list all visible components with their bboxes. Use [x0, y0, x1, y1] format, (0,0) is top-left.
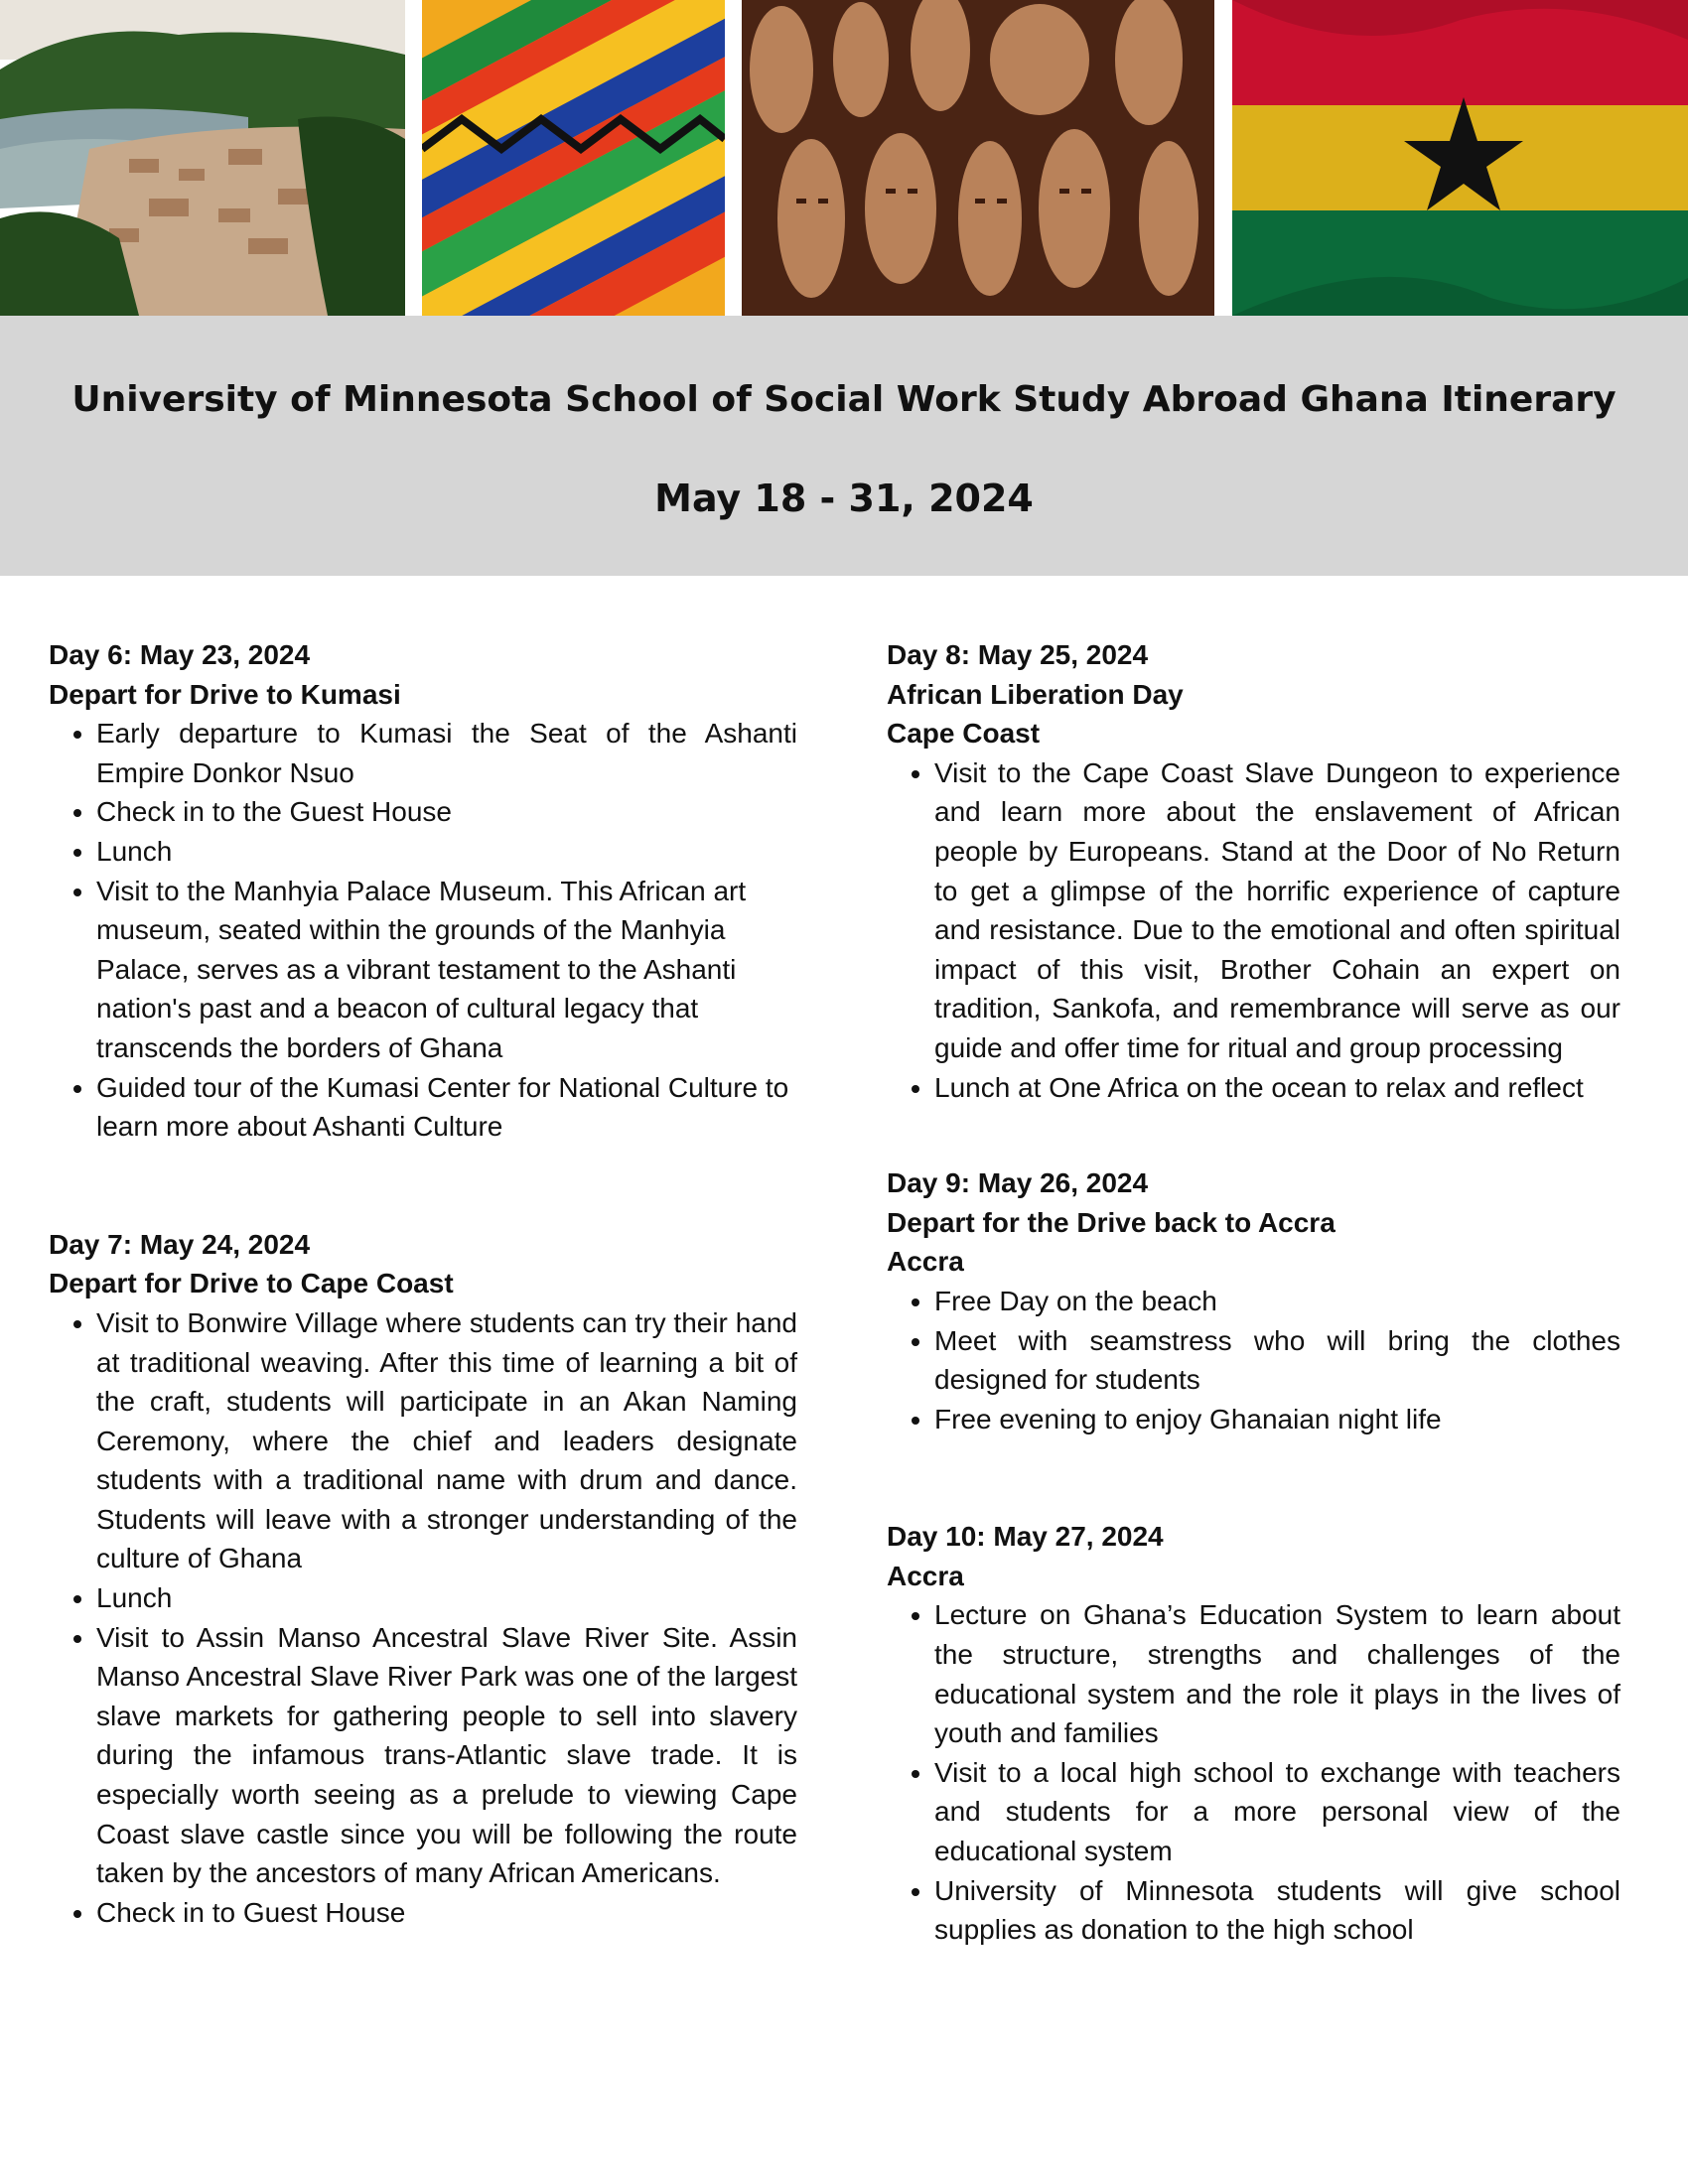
day-heading: Day 9: May 26, 2024 — [887, 1167, 1149, 1199]
kente-cloth-photo — [422, 0, 725, 316]
document-dates: May 18 - 31, 2024 — [654, 477, 1034, 520]
list-item: • Check in to Guest House — [96, 1893, 797, 1933]
list-item: • Check in to the Guest House — [96, 792, 797, 832]
day-heading: Day 8: May 25, 2024 — [887, 639, 1149, 670]
day-location: Accra — [887, 1246, 964, 1278]
day-heading: Day 6: May 23, 2024 — [49, 639, 311, 670]
day-location: Accra — [887, 1560, 964, 1591]
activity-list — [49, 714, 797, 1147]
title-band — [0, 316, 1688, 576]
list-item: • Visit to a local high school to exchange with teachers and students for a more personal view of the educational system — [934, 1753, 1620, 1871]
list-item: • Visit to Bonwire Village where students can try their hand at traditional weaving. After this time of learning a bit of the craft, students will participate in an Akan Naming Ceremony, where the chief and leaders designate students with a traditional name with drum and dance. Students will leave with a stronger understanding of the culture of Ghana — [96, 1303, 797, 1578]
right-column — [887, 635, 1620, 1950]
day-location: Cape Coast — [887, 718, 1041, 750]
carved-masks-photo — [742, 0, 1214, 316]
list-item: • Guided tour of the Kumasi Center for National Culture to learn more about Ashanti Culture — [96, 1068, 797, 1147]
list-item: • Visit to the Cape Coast Slave Dungeon to experience and learn more about the enslavement of African people by Europeans. Stand at the Door of No Return to get a glimpse of the horrific experience of capture and resistance. Due to the emotional and often spiritual impact of this visit, Brother Cohain an expert on tradition, Sankofa, and remembrance will serve as our guide and offer time for ritual and group processing — [934, 753, 1620, 1068]
list-item: • Visit to the Manhyia Palace Museum. This African art museum, seated within the grounds of the Manhyia Palace, serves as a vibrant testament to the Ashanti nation's past and a beacon of cultural legacy that transcends the borders of Ghana — [96, 872, 797, 1068]
day-10-section — [887, 1517, 1620, 1950]
list-item: • Early departure to Kumasi the Seat of the Ashanti Empire Donkor Nsuo — [96, 714, 797, 792]
day-subheading: Depart for the Drive back to Accra — [887, 1206, 1336, 1238]
ghana-flag-photo — [1232, 0, 1688, 316]
left-column — [49, 635, 797, 1932]
list-item: • Free evening to enjoy Ghanaian night life — [934, 1400, 1620, 1439]
activity-list — [887, 753, 1620, 1107]
list-item: • Lunch — [96, 1578, 797, 1618]
day-7-section — [49, 1225, 797, 1933]
list-item: • Meet with seamstress who will bring the clothes designed for students — [934, 1321, 1620, 1400]
activity-list — [887, 1595, 1620, 1949]
day-heading: Day 7: May 24, 2024 — [49, 1228, 311, 1260]
day-8-section — [887, 635, 1620, 1107]
list-item: • Lunch at One Africa on the ocean to relax and reflect — [934, 1068, 1620, 1108]
coastal-village-photo — [0, 0, 405, 316]
day-subheading: African Liberation Day — [887, 678, 1184, 710]
activity-list — [887, 1282, 1620, 1438]
day-subheading: Depart for Drive to Kumasi — [49, 678, 401, 710]
day-6-section — [49, 635, 797, 1147]
list-item: • University of Minnesota students will give school supplies as donation to the high school — [934, 1871, 1620, 1950]
list-item: • Lecture on Ghana’s Education System to learn about the structure, strengths and challenges of the educational system and the role it plays in the lives of youth and families — [934, 1595, 1620, 1752]
activity-list — [49, 1303, 797, 1933]
day-subheading: Depart for Drive to Cape Coast — [49, 1268, 454, 1299]
day-heading: Day 10: May 27, 2024 — [887, 1521, 1164, 1553]
document-title: University of Minnesota School of Social Work Study Abroad Ghana Itinerary — [71, 379, 1617, 420]
day-9-section — [887, 1163, 1620, 1438]
list-item: • Lunch — [96, 832, 797, 872]
list-item: • Free Day on the beach — [934, 1282, 1620, 1321]
list-item: • Visit to Assin Manso Ancestral Slave River Site. Assin Manso Ancestral Slave River Park was one of the largest slave markets for gathering people to sell into slavery during the infamous trans-Atlantic slave trade. It is especially worth seeing as a prelude to viewing Cape Coast slave castle since you will be following the route taken by the ancestors of many African Americans. — [96, 1618, 797, 1893]
photo-strip — [0, 0, 1688, 316]
